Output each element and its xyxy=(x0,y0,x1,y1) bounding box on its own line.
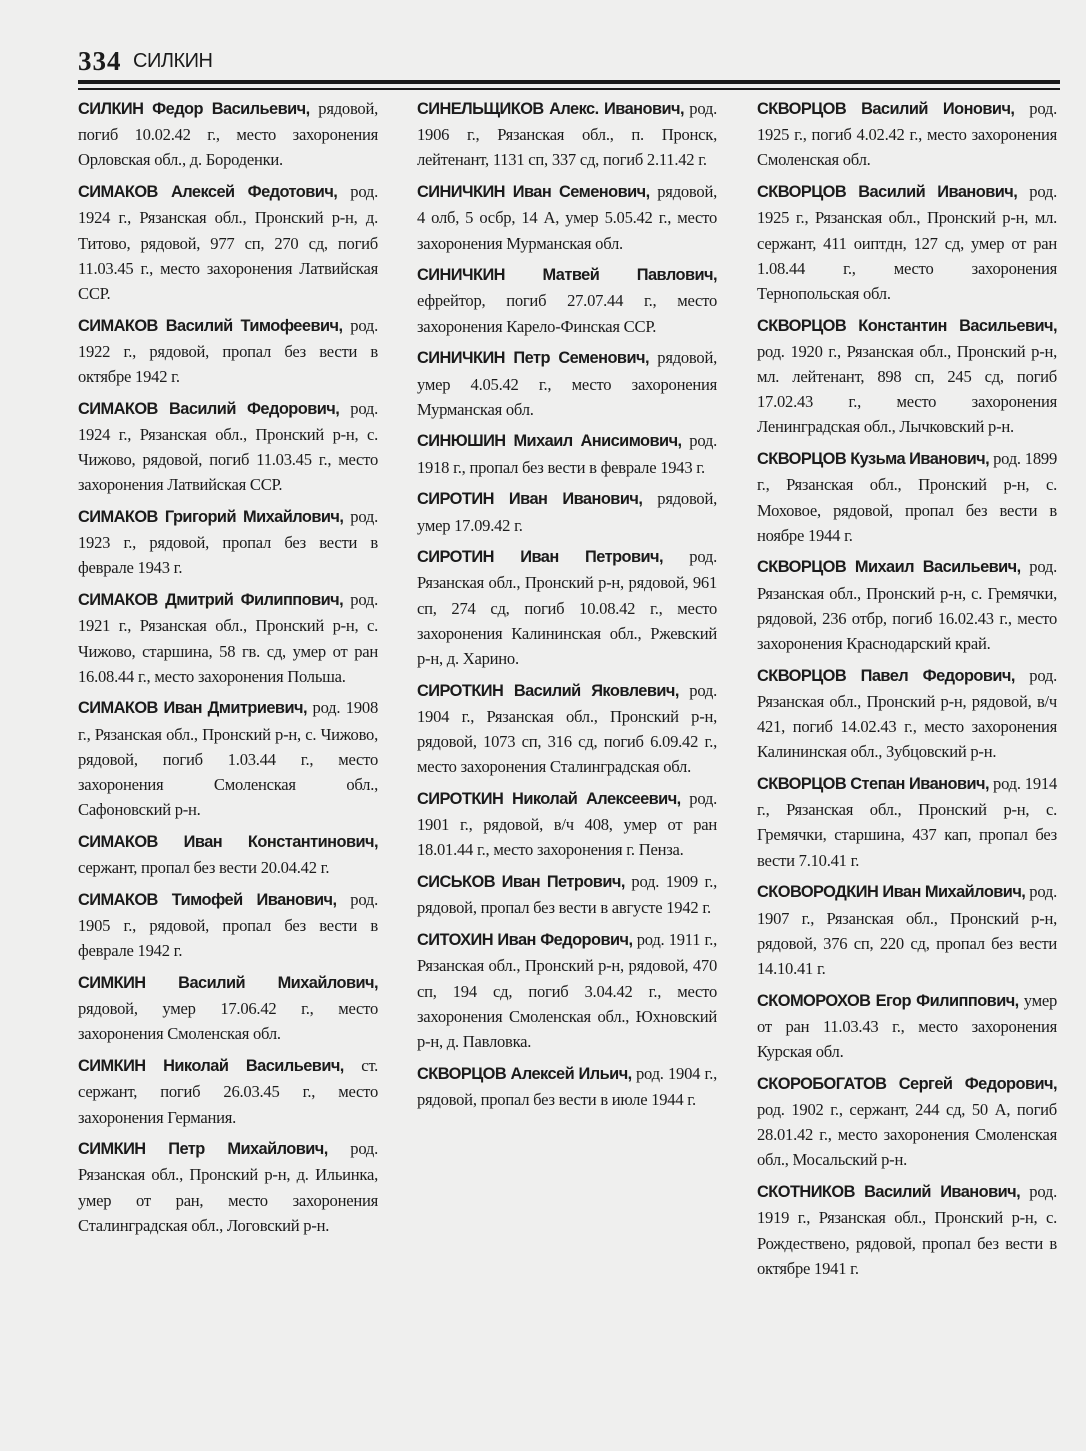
entry-text: род. 1904 г., Рязанская обл., Пронский р-н, рядовой, 1073 сп, 316 сд, погиб 6.09.42 г., место захоронения Сталинградская обл. xyxy=(417,680,718,777)
column-3 xyxy=(757,96,1057,1287)
biographical-entry xyxy=(78,1136,378,1238)
entry-text: рядовой, погиб 10.02.42 г., место захоронения Орловская обл., д. Бороденки. xyxy=(78,99,378,170)
entry-name: СКВОРЦОВ Михаил Васильевич, xyxy=(757,558,1021,577)
biographical-entry xyxy=(757,1071,1057,1173)
header-rule-thick xyxy=(78,80,1060,84)
entry-name: СКВОРЦОВ Василий Ионович, xyxy=(757,100,1015,118)
entry-text: род. 1921 г., Рязанская обл., Пронский р-н, с. Чижово, старшина, 58 гв. сд, умер от ран 16.08.44 г., место захоронения Польша. xyxy=(78,590,378,686)
entry-text: род. 1919 г., Рязанская обл., Пронский р-н, с. Рождествено, рядовой, пропал без вести в октябре 1941 г. xyxy=(757,1182,1058,1278)
header-rule-thin xyxy=(78,88,1060,90)
entry-text: род. 1908 г., Рязанская обл., Пронский р-н, с. Чижово, рядовой, погиб 1.03.44 г., место захоронения Смоленская обл., Сафоновский р-н. xyxy=(78,698,378,820)
entry-text: умер от ран 11.03.43 г., место захоронения Курская обл. xyxy=(757,990,1057,1062)
page-header xyxy=(78,44,1060,84)
entry-text: род. 1923 г., рядовой, пропал без вести в феврале 1943 г. xyxy=(78,507,379,578)
entry-name: СКВОРЦОВ Степан Иванович, xyxy=(757,775,989,794)
entry-name: СКВОРЦОВ Алексей Ильич, xyxy=(417,1064,632,1083)
entry-text: род. 1914 г., Рязанская обл., Пронский р-н, с. Гремячки, старшина, 437 кап, пропал без вести 7.10.41 г. xyxy=(757,774,1057,870)
entry-name: СИТОХИН Иван Федорович, xyxy=(417,931,633,950)
entry-name: СИМАКОВ Тимофей Иванович, xyxy=(78,890,337,909)
biographical-entry xyxy=(757,1179,1057,1281)
biographical-entry xyxy=(417,927,717,1054)
entry-name: СИРОТКИН Василий Яковлевич, xyxy=(417,681,679,700)
entry-text: род. 1901 г., рядовой, в/ч 408, умер от ран 18.01.44 г., место захоронения г. Пенза. xyxy=(417,789,717,860)
entry-name: СИМАКОВ Григорий Михайлович, xyxy=(78,508,344,527)
entry-text: ефрейтор, погиб 27.07.44 г., место захоронения Карело-Финская ССР. xyxy=(417,291,717,336)
biographical-entry xyxy=(417,428,717,479)
biographical-entry xyxy=(757,663,1057,765)
entry-text: рядовой, умер 17.09.42 г. xyxy=(417,489,717,535)
entry-text: род. Рязанская обл., Пронский р-н, рядовой, 961 сп, 274 сд, погиб 10.08.42 г., место захоронения Калининская обл., Ржевский р-н, д. Харино. xyxy=(417,547,717,669)
biographical-entry xyxy=(417,869,717,920)
entry-name: СИМАКОВ Алексей Федотович, xyxy=(78,183,338,202)
biographical-entry xyxy=(417,262,717,339)
biographical-entry xyxy=(757,313,1057,440)
biographical-entry xyxy=(757,988,1057,1065)
entry-text: род. 1906 г., Рязанская обл., п. Пронск, лейтенант, 1131 сп, 337 сд, погиб 2.11.42 г. xyxy=(417,99,717,170)
entry-text: род. 1911 г., Рязанская обл., Пронский р-н, рядовой, 470 сп, 194 сд, погиб 3.04.42 г., место захоронения Смоленская обл., Юхновский р-н, д. Павловка. xyxy=(417,930,717,1051)
biographical-entry xyxy=(78,96,378,173)
entry-name: СИРОТКИН Николай Алексеевич, xyxy=(417,790,681,809)
entry-name: СИМАКОВ Дмитрий Филиппович, xyxy=(78,591,344,610)
biographical-entry xyxy=(757,879,1057,981)
entry-name: СИМАКОВ Василий Тимофеевич, xyxy=(78,316,343,335)
biographical-entry xyxy=(757,554,1057,656)
entry-name: СИНИЧКИН Петр Семенович, xyxy=(417,349,649,368)
entry-name: СИНЮШИН Михаил Анисимович, xyxy=(417,432,682,451)
entry-name: СКОТНИКОВ Василий Иванович, xyxy=(757,1183,1021,1202)
entry-text: сержант, пропал без вести 20.04.42 г. xyxy=(78,858,330,878)
entry-name: СИНИЧКИН Иван Семенович, xyxy=(417,183,650,202)
biographical-entry xyxy=(417,179,717,256)
biographical-entry xyxy=(78,1053,378,1130)
entry-name: СИМКИН Петр Михайлович, xyxy=(78,1140,328,1159)
entry-text: род. 1902 г., сержант, 244 сд, 50 А, погиб 28.01.42 г., место захоронения Смоленская обл., Мосальский р-н. xyxy=(757,1100,1057,1170)
entry-text: рядовой, умер 4.05.42 г., место захоронения Мурманская обл. xyxy=(417,348,717,419)
entry-text: род. 1925 г., погиб 4.02.42 г., место захоронения Смоленская обл. xyxy=(757,99,1057,170)
biographical-entry xyxy=(78,179,378,306)
biographical-entry xyxy=(417,345,717,422)
entry-text: род. 1924 г., Рязанская обл., Пронский р-н, д. Титово, рядовой, 977 сп, 270 сд, погиб 11.03.45 г., место захоронения Латвийская ССР. xyxy=(78,182,378,303)
entry-name: СИНЕЛЬЩИКОВ Алекс. Иванович, xyxy=(417,100,684,118)
entry-name: СКОРОБОГАТОВ Сергей Федорович, xyxy=(757,1074,1057,1093)
entry-name: СКОВОРОДКИН Иван Михайлович, xyxy=(757,883,1026,902)
entry-text: род. Рязанская обл., Пронский р-н, рядовой, в/ч 421, погиб 14.02.43 г., место захоронения Калининская обл., Зубцовский р-н. xyxy=(757,665,1058,762)
biographical-entry xyxy=(757,179,1057,306)
entry-text: род. 1899 г., Рязанская обл., Пронский р-н, с. Моховое, рядовой, пропал без вести в ноябре 1944 г. xyxy=(757,449,1057,545)
entry-text: род. 1918 г., пропал без вести в феврале 1943 г. xyxy=(417,431,717,477)
entry-name: СИСЬКОВ Иван Петрович, xyxy=(417,873,625,892)
entry-text: ст. сержант, погиб 26.03.45 г., место захоронения Германия. xyxy=(78,1056,378,1127)
entry-name: СИЛКИН Федор Васильевич, xyxy=(78,100,310,118)
entry-text: род. 1924 г., Рязанская обл., Пронский р-н, с. Чижово, рядовой, погиб 11.03.45 г., место захоронения Латвийская ССР. xyxy=(78,398,379,495)
entry-name: СИНИЧКИН Матвей Павлович, xyxy=(417,266,717,285)
biographical-entry xyxy=(78,970,378,1047)
entry-name: СИМКИН Николай Васильевич, xyxy=(78,1057,344,1076)
running-head: СИЛКИН xyxy=(133,50,213,72)
entry-name: СИМАКОВ Василий Федорович, xyxy=(78,399,340,418)
biographical-entry xyxy=(757,96,1057,173)
entry-text: род. Рязанская обл., Пронский р-н, с. Гремячки, рядовой, 236 отбр, погиб 16.02.43 г., место захоронения Краснодарский край. xyxy=(757,557,1057,654)
entry-text: род. 1925 г., Рязанская обл., Пронский р-н, мл. сержант, 411 оиптдн, 127 сд, умер от ран 1.08.44 г., место захоронения Тернопольская обл. xyxy=(757,182,1057,303)
column-1 xyxy=(78,96,378,1245)
biographical-entry xyxy=(417,486,717,537)
biographical-entry xyxy=(78,313,378,390)
biographical-entry xyxy=(78,504,378,581)
biographical-entry xyxy=(417,786,717,863)
biographical-entry xyxy=(757,771,1057,873)
biographical-entry xyxy=(78,829,378,880)
entry-name: СКВОРЦОВ Павел Федорович, xyxy=(757,666,1015,685)
entry-name: СИРОТИН Иван Иванович, xyxy=(417,490,643,509)
biographical-entry xyxy=(78,887,378,964)
entry-text: рядовой, умер 17.06.42 г., место захоронения Смоленская обл. xyxy=(78,999,378,1044)
column-2 xyxy=(417,96,717,1119)
entry-text: род. 1922 г., рядовой, пропал без вести в октябре 1942 г. xyxy=(78,315,378,387)
entry-name: СИМАКОВ Иван Дмитриевич, xyxy=(78,699,307,718)
biographical-entry xyxy=(417,96,717,173)
biographical-entry xyxy=(78,396,378,498)
biographical-entry xyxy=(78,587,378,689)
biographical-entry xyxy=(417,678,717,780)
biographical-entry xyxy=(757,446,1057,548)
entry-text: род. 1907 г., Рязанская обл., Пронский р-н, рядовой, 376 сп, 220 сд, пропал без вести 14.10.41 г. xyxy=(757,882,1057,978)
biographical-entry xyxy=(78,695,378,822)
entry-text: род. 1909 г., рядовой, пропал без вести в августе 1942 г. xyxy=(417,872,717,918)
entry-name: СКОМОРОХОВ Егор Филиппович, xyxy=(757,991,1019,1010)
entry-name: СИМАКОВ Иван Константинович, xyxy=(78,832,378,851)
entry-text: род. 1905 г., рядовой, пропал без вести в феврале 1942 г. xyxy=(78,889,379,961)
entry-text: рядовой, 4 олб, 5 осбр, 14 А, умер 5.05.42 г., место захоронения Мурманская обл. xyxy=(417,182,717,253)
page-number: 334 xyxy=(78,46,122,76)
entry-text: род. 1920 г., Рязанская обл., Пронский р-н, мл. лейтенант, 898 сп, 245 сд, погиб 17.02.43 г., место захоронения Ленинградская обл., Лычковский р-н. xyxy=(757,341,1057,437)
biographical-entry xyxy=(417,1061,717,1112)
entry-text: род. 1904 г., рядовой, пропал без вести в июле 1944 г. xyxy=(417,1063,717,1109)
entry-name: СКВОРЦОВ Кузьма Иванович, xyxy=(757,450,990,469)
entry-text: род. Рязанская обл., Пронский р-н, д. Ильинка, умер от ран, место захоронения Сталинградская обл., Логовский р-н. xyxy=(78,1139,379,1235)
entry-name: СКВОРЦОВ Константин Васильевич, xyxy=(757,316,1057,335)
entry-name: СКВОРЦОВ Василий Иванович, xyxy=(757,183,1018,202)
entry-name: СИРОТИН Иван Петрович, xyxy=(417,548,664,567)
entry-name: СИМКИН Василий Михайлович, xyxy=(78,974,378,992)
biographical-entry xyxy=(417,544,717,671)
